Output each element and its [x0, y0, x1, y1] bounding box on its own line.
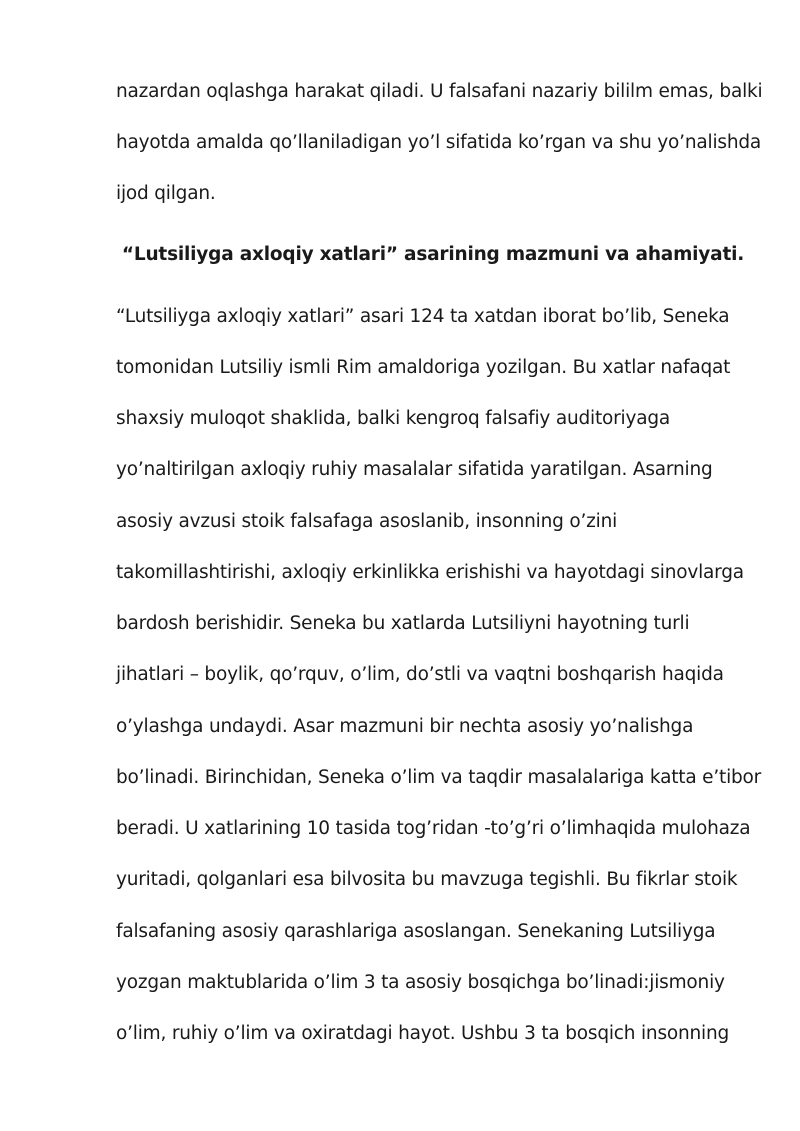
- text-line: shaxsiy muloqot shaklida, balki kengroq falsafiy auditoriyaga: [116, 408, 671, 429]
- text-line: yozgan maktublarida o’lim 3 ta asosiy bosqichga bo’linadi:jismoniy: [116, 972, 725, 993]
- section-heading: “Lutsiliyga axloqiy xatlari” asarining mazmuni va ahamiyati.: [121, 244, 745, 265]
- text-line: tomonidan Lutsiliy ismli Rim amaldoriga yozilgan. Bu xatlar nafaqat: [116, 357, 731, 378]
- text-line: o’ylashga undaydi. Asar mazmuni bir nechta asosiy yo’nalishga: [116, 716, 694, 737]
- text-line: bardosh berishidir. Seneka bu xatlarda Lutsiliyni hayotning turli: [116, 613, 690, 634]
- text-line: hayotda amalda qo’llaniladigan yo’l sifatida ko’rgan va shu yo’nalishda: [116, 132, 762, 153]
- text-line: nazardan oqlashga harakat qiladi. U falsafani nazariy bililm emas, balki: [116, 81, 763, 102]
- text-line: falsafaning asosiy qarashlariga asoslangan. Senekaning Lutsiliyga: [116, 921, 716, 942]
- text-line: takomillashtirishi, axloqiy erkinlikka erishishi va hayotdagi sinovlarga: [116, 562, 744, 583]
- text-line: o’lim, ruhiy o’lim va oxiratdagi hayot. Ushbu 3 ta bosqich insonning: [116, 1023, 730, 1044]
- text-line: bo’linadi. Birinchidan, Seneka o’lim va taqdir masalalariga katta e’tibor: [116, 767, 762, 788]
- text-line: yo’naltirilgan axloqiy ruhiy masalalar sifatida yaratilgan. Asarning: [116, 459, 713, 480]
- text-line: asosiy avzusi stoik falsafaga asoslanib, insonning o’zini: [116, 511, 618, 532]
- text-line: beradi. U xatlarining 10 tasida tog’ridan -to’g’ri o’limhaqida mulohaza: [116, 818, 751, 839]
- text-line: ijod qilgan.: [116, 183, 216, 204]
- text-line: “Lutsiliyga axloqiy xatlari” asari 124 ta xatdan iborat bo’lib, Seneka: [116, 306, 730, 327]
- text-line: yuritadi, qolganlari esa bilvosita bu mavzuga tegishli. Bu fikrlar stoik: [116, 869, 738, 890]
- text-line: jihatlari – boylik, qo’rquv, o’lim, do’stli va vaqtni boshqarish haqida: [116, 664, 724, 685]
